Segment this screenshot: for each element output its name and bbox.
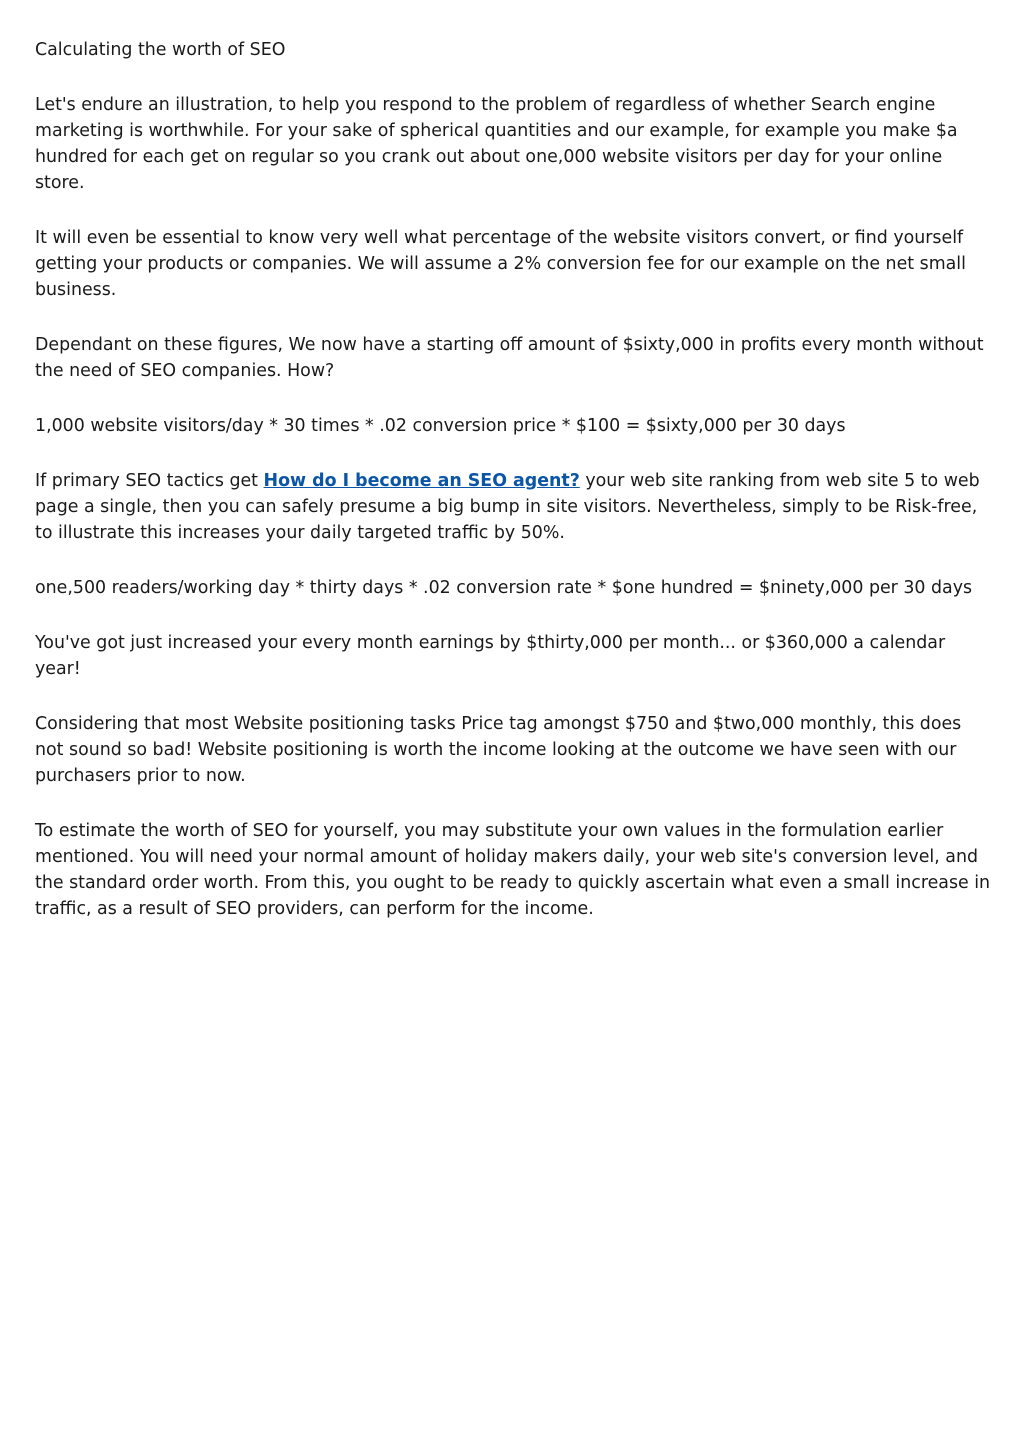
paragraph-formula-improved: one,500 readers/working day * thirty days * .02 conversion rate * $one hundred = $ninety,000 per 30 days (35, 578, 973, 598)
document-title: Calculating the worth of SEO (35, 40, 286, 60)
paragraph-formula-baseline: 1,000 website visitors/day * 30 times * .02 conversion price * $100 = $sixty,000 per 30 days (35, 416, 846, 436)
paragraph-cost: Considering that most Website positioning tasks Price tag amongst $750 and $two,000 monthly, this does not sound so bad! Website positioning is worth the income looking at the outcome we have seen with our purchasers prior to now. (35, 714, 962, 786)
paragraph-earnings: You've got just increased your every month earnings by $thirty,000 per month... or $360,000 a calendar year! (35, 633, 946, 679)
paragraph-baseline: Dependant on these figures, We now have a starting off amount of $sixty,000 in profits every month without the need of SEO companies. How? (35, 335, 984, 381)
paragraph-estimate: To estimate the worth of SEO for yourself, you may substitute your own values in the formulation earlier mentioned. You will need your normal amount of holiday makers daily, your web site's conversion level, and the standard order worth. From this, you ought to be ready to quickly ascertain what even a small increase in traffic, as a result of SEO providers, can perform for the income. (35, 821, 991, 919)
document-body (35, 37, 993, 951)
paragraph-conversion: It will even be essential to know very well what percentage of the website visitors convert, or find yourself getting your products or companies. We will assume a 2% conversion fee for our example on the net small business. (35, 228, 966, 300)
paragraph-ranking-lead: If primary SEO tactics get (35, 471, 264, 491)
paragraph-ranking (35, 468, 993, 546)
paragraph-intro: Let's endure an illustration, to help you respond to the problem of regardless of whether Search engine marketing is worthwhile. For your sake of spherical quantities and our example, for example you make $a hundred for each get on regular so you crank out about one,000 website visitors per day for your online store. (35, 95, 958, 193)
paragraph-ranking-rest: your web site ranking from web site 5 to web page a single, then you can safely presume a big bump in site visitors. Nevertheless, simply to be Risk-free, to illustrate this increases your daily targeted traffic by 50%. (35, 471, 980, 543)
seo-agent-link[interactable]: How do I become an SEO agent? (263, 471, 580, 491)
